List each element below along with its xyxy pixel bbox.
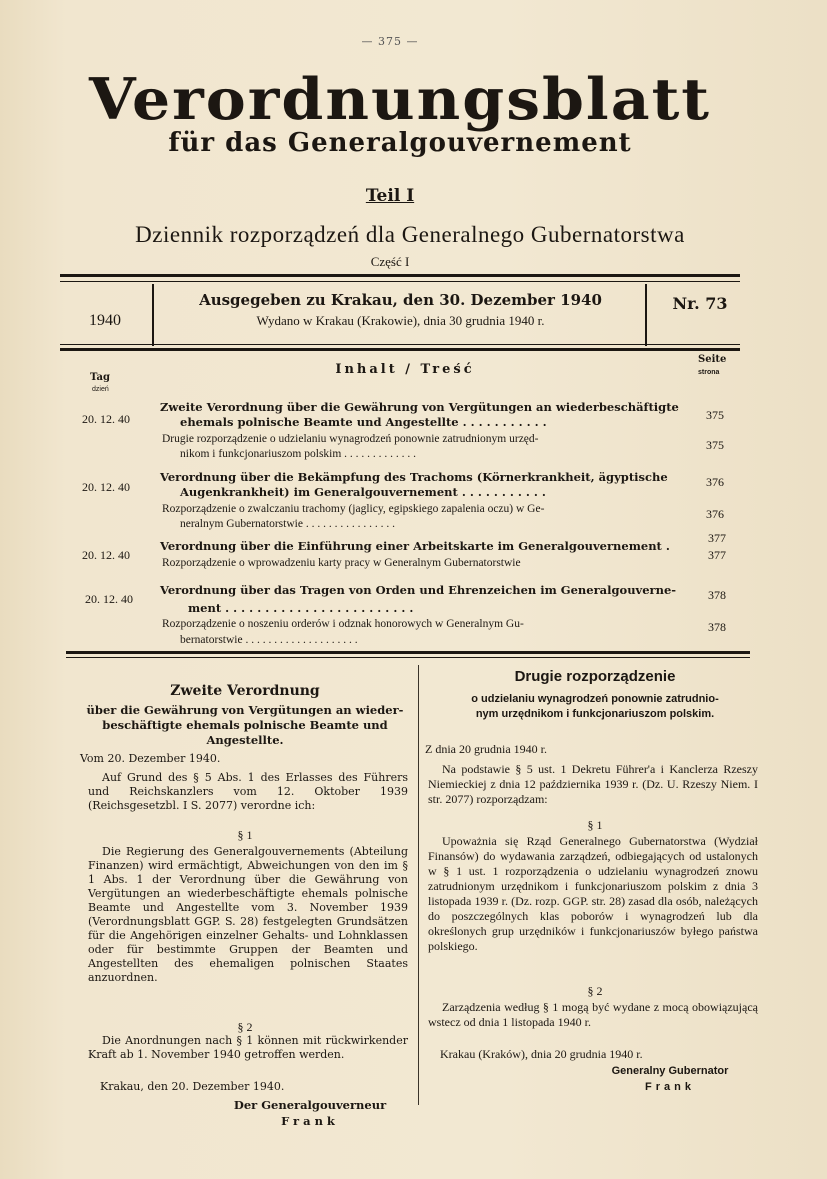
right-paragraph-2-text: Zarządzenia według § 1 mogą być wydane z mocą obowiązującą wstecz od dnia 1 listopada 1940 r. bbox=[428, 1000, 758, 1029]
masthead-bottom-rule bbox=[60, 348, 740, 351]
toc-heading: Inhalt / Treść bbox=[335, 362, 475, 377]
toc-entry-page: 377 bbox=[708, 531, 726, 545]
toc-entry-german-line: Verordnung über die Bekämpfung des Trachoms (Körnerkrankheit, ägyptische bbox=[160, 470, 668, 484]
toc-entry-polish-line: bernatorstwie . . . . . . . . . . . . . . . . . . . . bbox=[180, 634, 358, 646]
toc-entry-polish-line: neralnym Gubernatorstwie . . . . . . . . . . . . . . . . bbox=[180, 518, 395, 530]
toc-page-label: Seite bbox=[698, 354, 727, 365]
toc-entry-polish-line: Rozporządzenie o noszeniu orderów i odznak honorowych w Generalnym Gu- bbox=[162, 618, 524, 630]
toc-entry-date: 20. 12. 40 bbox=[82, 480, 130, 494]
toc-entry-polish-line: Drugie rozporządzenie o udzielaniu wynagrodzeń ponownie zatrudnionym urzęd- bbox=[162, 433, 539, 445]
left-decree-subtitle: Angestellte. bbox=[206, 733, 284, 747]
right-paragraph-1-heading: § 1 bbox=[587, 818, 603, 832]
gazette-subtitle: für das Generalgouvernement bbox=[168, 128, 632, 158]
masthead-divider-right bbox=[645, 284, 647, 346]
toc-entry-date: 20. 12. 40 bbox=[85, 592, 133, 606]
right-decree-subtitle: nym urzędnikom i funkcjonariuszom polskim. bbox=[475, 708, 715, 720]
right-decree-subtitle: o udzielaniu wynagrodzeń ponownie zatrudnio- bbox=[471, 693, 719, 705]
right-decree-date: Z dnia 20 grudnia 1940 r. bbox=[425, 742, 547, 756]
masthead-bottom-rule-thin bbox=[60, 344, 740, 345]
toc-entry-german-line: ehemals polnische Beamte und Angestellte . . . . . . . . . . . bbox=[180, 415, 547, 429]
right-signature-name: Frank bbox=[645, 1081, 695, 1093]
masthead-year: 1940 bbox=[89, 312, 121, 329]
masthead-issued-polish: Wydano w Krakau (Krakowie), dnia 30 grudnia 1940 r. bbox=[256, 313, 545, 328]
toc-entry-polish-line: Rozporządzenie o wprowadzeniu karty pracy w Generalnym Gubernatorstwie bbox=[162, 557, 521, 569]
issue-number: Nr. 73 bbox=[672, 294, 728, 313]
left-decree-date: Vom 20. Dezember 1940. bbox=[80, 752, 221, 765]
left-paragraph-1-text: Die Regierung des Generalgouvernements (Abteilung Finanzen) wird ermächtigt, Abweichungen von den im § 1 Abs. 1 der Verordnung über die Gewährung von Vergütungen an wiederbeschäftigte ehemals polnische Beamte und Angestellte vom 3. November 1939 (Verordnungsblatt GGP. S. 28) festgelegten Grundsätzen für die Angehörigen einzelner Gehalts- und Lohnklassen oder für bestimmte Gruppen der Beamten und Angestellten des ehemaligen polnischen Staates anzuordnen. bbox=[88, 845, 408, 984]
toc-entry-page: 376 bbox=[706, 475, 724, 489]
toc-page-label-polish: strona bbox=[698, 369, 720, 376]
toc-entry-polish-line: nikom i funkcjonariuszom polskim . . . . . . . . . . . . . bbox=[180, 448, 417, 460]
right-decree-intro: Na podstawie § 5 ust. 1 Dekretu Führer'a i Kanclerza Rzeszy Niemieckiej z dnia 12 października 1939 r. (Dz. U. Rzeszy Niem. I str. 2077) rozporządzam: bbox=[428, 762, 758, 806]
section-divider-thin bbox=[66, 657, 750, 658]
toc-entry-page: 378 bbox=[708, 588, 726, 602]
left-paragraph-2-heading: § 2 bbox=[237, 1020, 253, 1034]
left-closing-place: Krakau, den 20. Dezember 1940. bbox=[100, 1080, 285, 1093]
toc-entry-german-line: Verordnung über das Tragen von Orden und Ehrenzeichen im Generalgouverne- bbox=[160, 583, 677, 597]
masthead-top-rule-thin bbox=[60, 281, 740, 282]
gazette-title-polish: Dziennik rozporządzeń dla Generalnego Gubernatorstwa bbox=[135, 222, 685, 247]
right-signature-title: Generalny Gubernator bbox=[611, 1065, 729, 1077]
gazette-title: Verordnungsblatt bbox=[88, 66, 712, 134]
toc-entry-page: 378 bbox=[708, 620, 726, 634]
toc-entry-page: 376 bbox=[706, 507, 724, 521]
column-divider bbox=[418, 665, 419, 1105]
left-decree-subtitle: beschäftigte ehemals polnische Beamte und bbox=[102, 718, 388, 732]
part-label: Teil I bbox=[365, 186, 415, 206]
left-signature-title: Der Generalgouverneur bbox=[233, 1098, 387, 1112]
toc-entry-german-line: ment . . . . . . . . . . . . . . . . . . . . . . . . bbox=[188, 601, 414, 615]
left-signature-name: Frank bbox=[281, 1114, 339, 1128]
toc-date-label-polish: dzień bbox=[92, 386, 109, 393]
toc-entry-page: 375 bbox=[706, 408, 724, 422]
masthead-issued-german: Ausgegeben zu Krakau, den 30. Dezember 1940 bbox=[199, 291, 602, 309]
toc-entry-page: 375 bbox=[706, 438, 724, 452]
toc-date-label: Tag bbox=[90, 372, 110, 383]
toc-entry-german-line: Verordnung über die Einführung einer Arbeitskarte im Generalgouvernement . bbox=[160, 539, 670, 553]
toc-entry-german-line: Zweite Verordnung über die Gewährung von Vergütungen an wiederbeschäftigte bbox=[160, 400, 679, 414]
toc-entry-date: 20. 12. 40 bbox=[82, 412, 130, 426]
right-closing-place: Krakau (Kraków), dnia 20 grudnia 1940 r. bbox=[440, 1047, 643, 1061]
left-paragraph-1-heading: § 1 bbox=[237, 828, 253, 842]
left-paragraph-2-text: Die Anordnungen nach § 1 können mit rückwirkender Kraft ab 1. November 1940 getroffen werden. bbox=[88, 1034, 408, 1061]
masthead-divider-left bbox=[152, 284, 154, 346]
toc-entry-page: 377 bbox=[708, 548, 726, 562]
left-decree-subtitle: über die Gewährung von Vergütungen an wieder- bbox=[86, 703, 404, 717]
part-label-polish: Część I bbox=[370, 254, 410, 269]
right-paragraph-2-heading: § 2 bbox=[587, 984, 603, 998]
page-number: — 375 — bbox=[361, 35, 419, 48]
toc-entry-german-line: Augenkrankheit) im Generalgouvernement . . . . . . . . . . . bbox=[180, 485, 546, 499]
section-divider bbox=[66, 651, 750, 654]
right-decree-title: Drugie rozporządzenie bbox=[514, 668, 676, 685]
left-decree-title: Zweite Verordnung bbox=[170, 683, 320, 699]
toc-entry-polish-line: Rozporządzenie o zwalczaniu trachomy (jaglicy, egipskiego zapalenia oczu) w Ge- bbox=[162, 503, 545, 515]
masthead-top-rule bbox=[60, 274, 740, 277]
left-decree-intro: Auf Grund des § 5 Abs. 1 des Erlasses des Führers und Reichskanzlers vom 12. Oktober 1939 (Reichsgesetzbl. I S. 2077) verordne ich: bbox=[88, 771, 408, 812]
toc-entry-date: 20. 12. 40 bbox=[82, 548, 130, 562]
right-paragraph-1-text: Upoważnia się Rząd Generalnego Gubernatorstwa (Wydział Finansów) do wydawania zarządzeń, odbiegających od ustalonych w § 1 ust. 1 rozporządzenia o udzielaniu wynagrodzeń znowu zatrudnionym urzędnikom i funkcjonariuszom polskim z dnia 3 listopada 1939 r. (Dz. rozp. GGP. str. 28) zasad dla osób, należących do poszczególnych klas poborów i wynagrodzeń lub dla określonych grup urzędników i funkcjonariuszów byłego państwa polskiego. bbox=[428, 834, 758, 953]
